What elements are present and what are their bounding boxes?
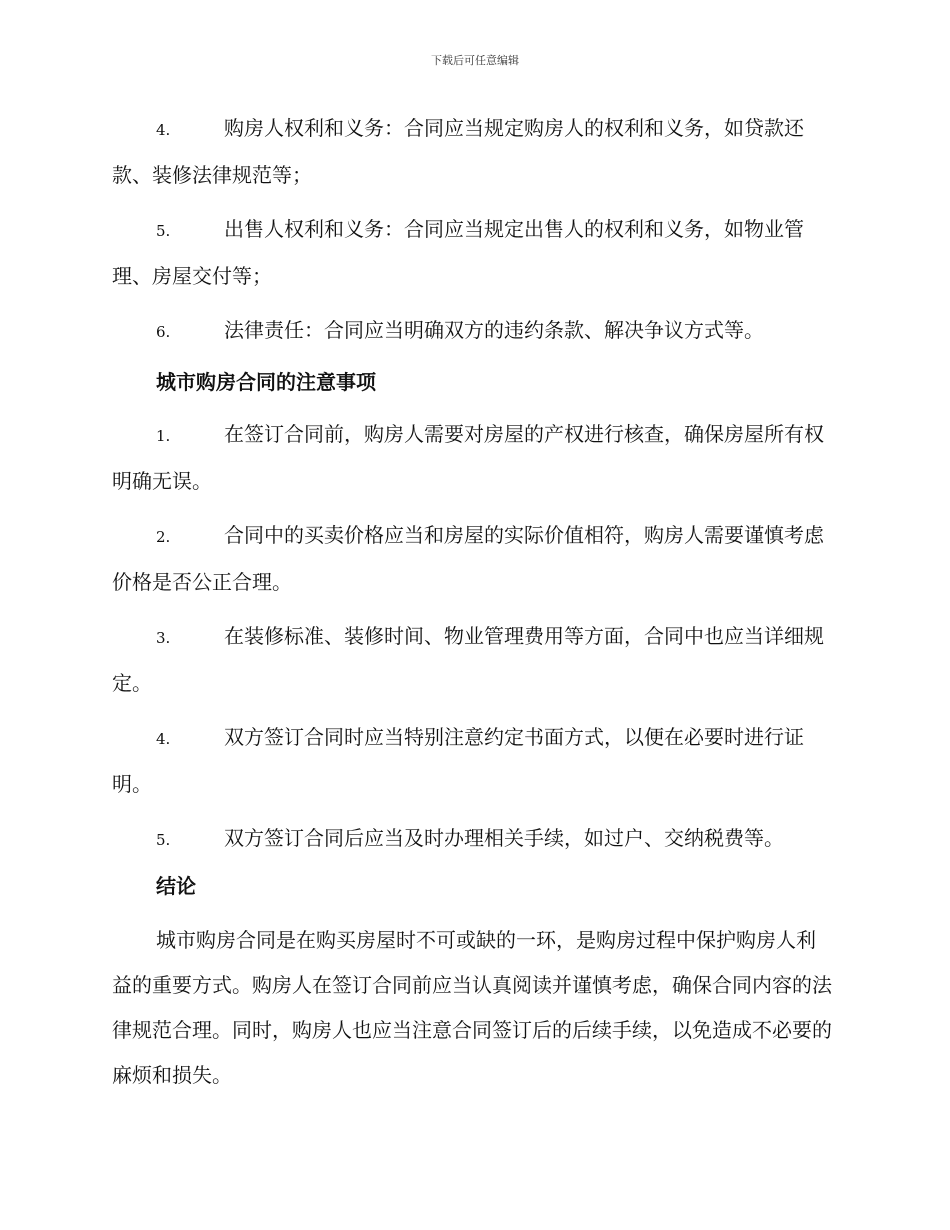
conclusion-paragraph: 城市购房合同是在购买房屋时不可或缺的一环，是购房过程中保护购房人利益的重要方式。购房人在签订合同前应当认真阅读并谨慎考虑，确保合同内容的法律规范合理。同时，购房人也应当注意合同签订后的后续手续，以免造成不必要的麻烦和损失。 bbox=[112, 928, 832, 1087]
list-item bbox=[112, 715, 832, 807]
list-item bbox=[112, 614, 832, 706]
list-item-number: 1. bbox=[156, 427, 171, 445]
list-item bbox=[112, 207, 832, 299]
rights-list bbox=[112, 106, 832, 355]
list-item bbox=[112, 308, 832, 355]
list-item bbox=[112, 513, 832, 605]
list-item-text: 双方签订合同时应当特别注意约定书面方式，以便在必要时进行证明。 bbox=[112, 725, 804, 796]
list-item bbox=[112, 412, 832, 504]
list-item-text: 双方签订合同后应当及时办理相关手续，如过户、交纳税费等。 bbox=[224, 826, 784, 850]
list-item-number: 4. bbox=[156, 730, 171, 748]
section-heading-notes: 城市购房合同的注意事项 bbox=[156, 370, 376, 394]
list-item-text: 在签订合同前，购房人需要对房屋的产权进行核查，确保房屋所有权明确无误。 bbox=[112, 422, 824, 493]
list-item-number: 2. bbox=[156, 528, 171, 546]
list-item-text: 在装修标准、装修时间、物业管理费用等方面，合同中也应当详细规定。 bbox=[112, 624, 824, 695]
list-item-number: 4. bbox=[156, 121, 171, 139]
header-note: 下载后可任意编辑 bbox=[431, 54, 519, 67]
list-item-number: 6. bbox=[156, 323, 171, 341]
list-item-text: 法律责任：合同应当明确双方的违约条款、解决争议方式等。 bbox=[224, 318, 764, 342]
list-item bbox=[112, 106, 832, 198]
list-item-number: 5. bbox=[156, 831, 171, 849]
list-item bbox=[112, 816, 832, 863]
list-item-text: 合同中的买卖价格应当和房屋的实际价值相符，购房人需要谨慎考虑价格是否公正合理。 bbox=[112, 523, 824, 594]
list-item-number: 3. bbox=[156, 629, 171, 647]
list-item-text: 出售人权利和义务：合同应当规定出售人的权利和义务，如物业管理、房屋交付等； bbox=[112, 217, 804, 288]
list-item-number: 5. bbox=[156, 222, 171, 240]
notes-list bbox=[112, 412, 832, 863]
section-heading-conclusion: 结论 bbox=[156, 874, 196, 898]
list-item-text: 购房人权利和义务：合同应当规定购房人的权利和义务，如贷款还款、装修法律规范等； bbox=[112, 116, 804, 187]
